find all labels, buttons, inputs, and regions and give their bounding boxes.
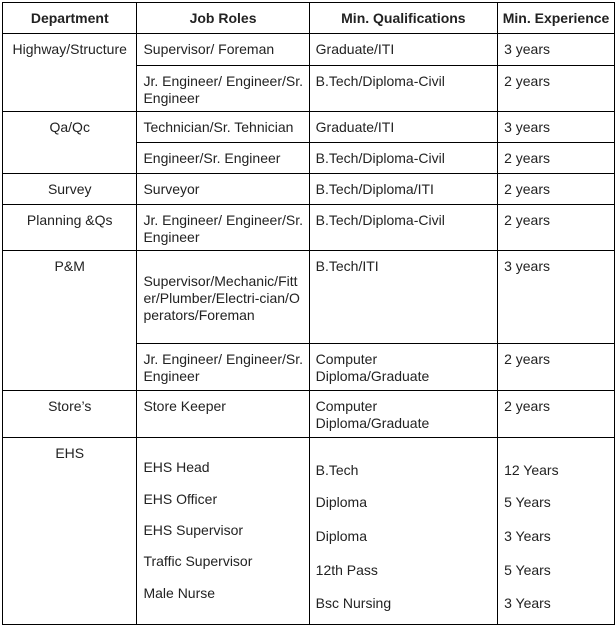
experience-cell: 2 years xyxy=(498,66,615,112)
job-role-line: EHS Officer xyxy=(143,491,218,507)
department-cell: EHS xyxy=(3,438,137,625)
qualification-line: 12th Pass xyxy=(315,562,378,578)
job-role-cell: Surveyor xyxy=(137,174,309,205)
header-min-experience: Min. Experience xyxy=(498,3,615,34)
job-role-cell: Technician/Sr. Tehnician xyxy=(137,112,309,143)
experience-line: 12 Years xyxy=(504,462,559,478)
department-cell: Store’s xyxy=(3,391,137,438)
department-cell: Qa/Qc xyxy=(3,112,137,174)
experience-line: 3 Years xyxy=(504,528,551,544)
header-min-qualifications: Min. Qualifications xyxy=(309,3,497,34)
job-role-cell: Store Keeper xyxy=(137,391,309,438)
job-role-cell: Jr. Engineer/ Engineer/Sr. Engineer xyxy=(137,66,309,112)
experience-cell xyxy=(498,438,615,625)
qualification-cell: Computer Diploma/Graduate xyxy=(309,344,497,391)
department-cell: Planning &Qs xyxy=(3,205,137,251)
experience-cell: 2 years xyxy=(498,174,615,205)
header-row xyxy=(3,3,615,34)
header-job-roles: Job Roles xyxy=(137,3,309,34)
table-row xyxy=(3,251,615,344)
job-role-line: EHS Supervisor xyxy=(143,522,244,538)
header-department: Department xyxy=(3,3,137,34)
job-role-cell: Engineer/Sr. Engineer xyxy=(137,143,309,174)
experience-line: 5 Years xyxy=(504,562,551,578)
department-cell: P&M xyxy=(3,251,137,391)
experience-cell: 3 years xyxy=(498,34,615,66)
experience-cell: 3 years xyxy=(498,112,615,143)
department-cell: Highway/Structure xyxy=(3,34,137,112)
qualification-cell: Graduate/ITI xyxy=(309,112,497,143)
qualification-cell: B.Tech/ITI xyxy=(309,251,497,344)
table-row xyxy=(3,205,615,251)
qualification-line: Diploma xyxy=(315,494,368,510)
experience-cell: 3 years xyxy=(498,251,615,344)
experience-cell: 2 years xyxy=(498,143,615,174)
qualification-line: Diploma xyxy=(315,528,368,544)
qualification-line: B.Tech xyxy=(315,462,359,478)
experience-cell: 2 years xyxy=(498,205,615,251)
table-row xyxy=(3,112,615,143)
table-row xyxy=(3,34,615,66)
job-role-line: Male Nurse xyxy=(143,585,216,601)
job-role-cell: Jr. Engineer/ Engineer/Sr. Engineer xyxy=(137,205,309,251)
qualification-cell: B.Tech/Diploma-Civil xyxy=(309,143,497,174)
table-row xyxy=(3,174,615,205)
experience-cell: 2 years xyxy=(498,344,615,391)
experience-line: 5 Years xyxy=(504,494,551,510)
requirements-table xyxy=(2,2,615,625)
job-role-cell: Supervisor/ Foreman xyxy=(137,34,309,66)
qualification-cell: Computer Diploma/Graduate xyxy=(309,391,497,438)
job-role-line: Traffic Supervisor xyxy=(143,553,253,569)
job-role-cell: Jr. Engineer/ Engineer/Sr. Engineer xyxy=(137,344,309,391)
department-cell: Survey xyxy=(3,174,137,205)
job-role-cell xyxy=(137,438,309,625)
job-role-cell: Supervisor/Mechanic/Fitter/Plumber/Electri-cian/Operators/Foreman xyxy=(137,251,309,344)
qualification-cell: Graduate/ITI xyxy=(309,34,497,66)
qualification-cell: B.Tech/Diploma/ITI xyxy=(309,174,497,205)
qualification-line: Bsc Nursing xyxy=(315,595,392,611)
table-row xyxy=(3,391,615,438)
qualification-cell: B.Tech/Diploma-Civil xyxy=(309,66,497,112)
qualification-cell: B.Tech/Diploma-Civil xyxy=(309,205,497,251)
qualification-cell xyxy=(309,438,497,625)
table-row xyxy=(3,438,615,625)
experience-cell: 2 years xyxy=(498,391,615,438)
experience-line: 3 Years xyxy=(504,595,551,611)
job-role-line: EHS Head xyxy=(143,459,210,475)
